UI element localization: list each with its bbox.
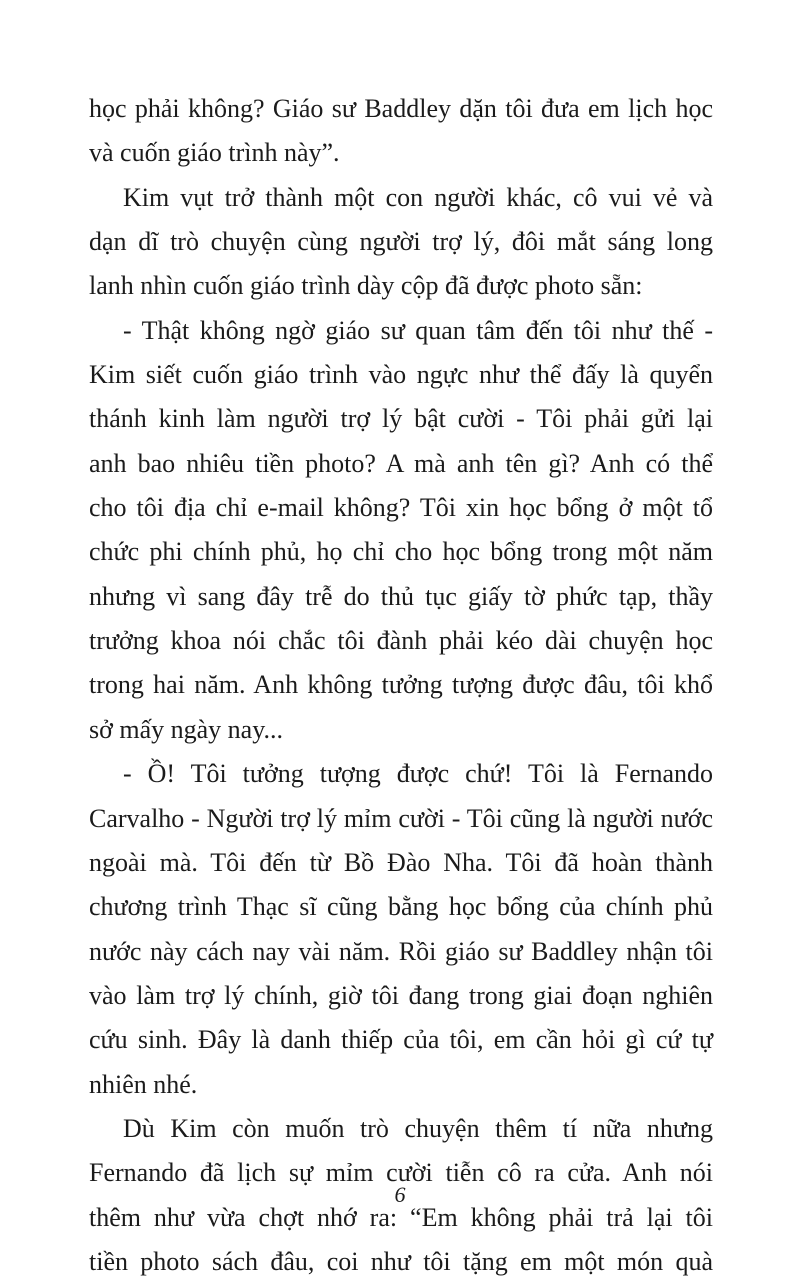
body-text — [89, 87, 713, 1284]
text-line: dạn dĩ trò chuyện cùng người trợ lý, đôi mắt sáng long — [89, 227, 713, 257]
text-line: trưởng khoa nói chắc tôi đành phải kéo dài chuyện học — [89, 626, 713, 656]
text-line: tiền photo sách đâu, coi như tôi tặng em một món quà — [89, 1246, 713, 1276]
text-line: Kim siết cuốn giáo trình vào ngực như thể đấy là quyển — [89, 360, 713, 390]
text-line: cho tôi địa chỉ e-mail không? Tôi xin học bổng ở một tổ — [89, 493, 713, 523]
text-line: ngoài mà. Tôi đến từ Bồ Đào Nha. Tôi đã hoàn thành — [89, 847, 713, 877]
text-line: học phải không? Giáo sư Baddley dặn tôi đưa em lịch học — [89, 94, 713, 123]
text-line: thánh kinh làm người trợ lý bật cười - Tôi phải gửi lại — [89, 404, 713, 434]
page-number: 6 — [394, 1182, 406, 1207]
text-line: chương trình Thạc sĩ cũng bằng học bổng của chính phủ — [89, 892, 713, 922]
text-line: vào làm trợ lý chính, giờ tôi đang trong giai đoạn nghiên — [89, 980, 713, 1010]
text-line: nhưng vì sang đây trễ do thủ tục giấy tờ phức tạp, thầy — [89, 581, 713, 611]
text-line: anh bao nhiêu tiền photo? A mà anh tên gì? Anh có thể — [89, 448, 713, 478]
text-line: Dù Kim còn muốn trò chuyện thêm tí nữa nhưng — [123, 1113, 713, 1143]
text-line: nước này cách nay vài năm. Rồi giáo sư Baddley nhận tôi — [89, 936, 713, 966]
text-line: và cuốn giáo trình này”. — [89, 138, 340, 168]
text-line: Kim vụt trở thành một con người khác, cô vui vẻ và — [123, 182, 713, 212]
text-line: sở mấy ngày nay... — [89, 714, 284, 744]
text-line: - Thật không ngờ giáo sư quan tâm đến tôi như thế - — [123, 315, 713, 345]
text-line: thêm như vừa chợt nhớ ra: “Em không phải trả lại tôi — [89, 1202, 713, 1232]
text-line: trong hai năm. Anh không tưởng tượng được đâu, tôi khổ — [89, 670, 713, 700]
text-line: Carvalho - Người trợ lý mỉm cười - Tôi cũng là người nước — [89, 803, 713, 833]
text-line: - Ồ! Tôi tưởng tượng được chứ! Tôi là Fernando — [123, 759, 713, 789]
text-line: nhiên nhé. — [89, 1069, 198, 1099]
text-line: chức phi chính phủ, họ chỉ cho học bổng trong một năm — [89, 537, 713, 567]
text-line: lanh nhìn cuốn giáo trình dày cộp đã được photo sẵn: — [89, 271, 643, 301]
text-line: Fernando đã lịch sự mỉm cười tiễn cô ra cửa. Anh nói — [89, 1158, 713, 1188]
text-line: cứu sinh. Đây là danh thiếp của tôi, em cần hỏi gì cứ tự — [89, 1025, 713, 1055]
